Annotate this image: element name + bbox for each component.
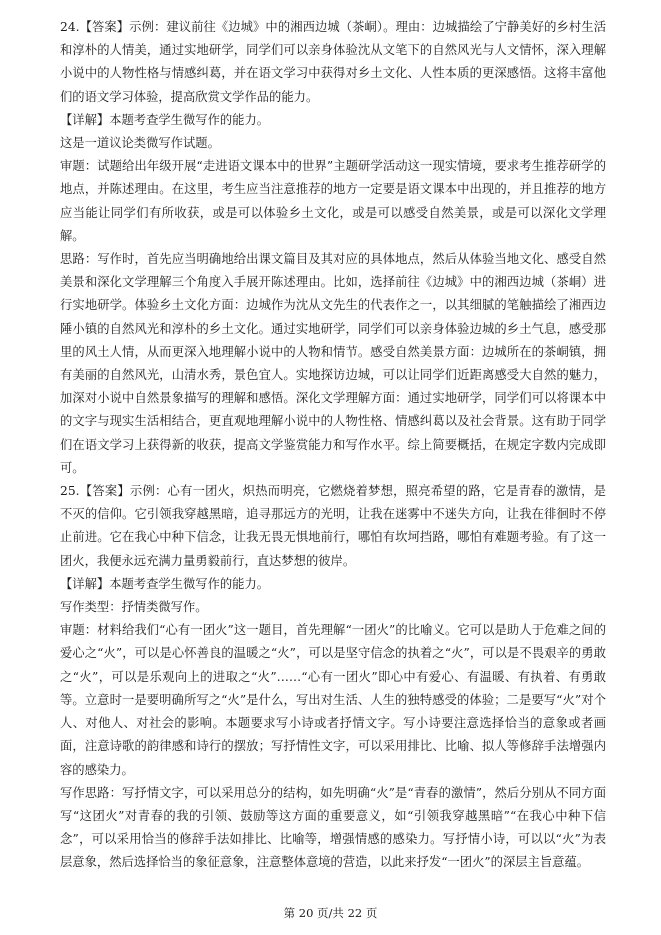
q24-answer: 24.【答案】示例：建议前往《边城》中的湘西边城（茶峒）。理由：边城描绘了宁静美好的乡村生活和淳朴的人情美，通过实地研学，同学们可以亲身体验沈从文笔下的自然风光与人文情怀，深入理解小说中的人物性格与情感纠葛，并在语文学习中获得对乡土文化、人性本质的更深感悟。这将丰富他们的语文学习体验，提高欣赏文学作品的能力。 [60, 20, 606, 104]
q24-approach: 思路：写作时，首先应当明确地给出课文篇目及其对应的具体地点，然后从体验当地文化、感受自然美景和深化文学理解三个角度入手展开陈述理由。比如，选择前往《边城》中的湘西边城（茶峒）进行实地研学。体验乡土文化方面：边城作为沈从文先生的代表作之一，以其细腻的笔触描绘了湘西边陲小镇的自然风光和淳朴的乡土文化。通过实地研学，同学们可以亲身体验边城的乡土气息，感受那里的风土人情，从而更深入地理解小说中的人物和情节。感受自然美景方面：边城所在的茶峒镇，拥有美丽的自然风光，山清水秀，景色宜人。实地探访边城，可以让同学们近距离感受大自然的魅力，加深对小说中自然景象描写的理解和感悟。深化文学理解方面：通过实地研学，同学们可以将课本中的文字与现实生活相结合，更直观地理解小说中的人物性格、情感纠葛以及社会背景。这有助于同学们在语文学习上获得新的收获，提高文学鉴赏能力和写作水平。综上简要概括，在规定字数内完成即可。 [60, 252, 606, 475]
q25-detail-heading: 【详解】本题考查学生微写作的能力。 [60, 576, 270, 591]
q25-analysis: 审题：材料给我们“心有一团火”这一题目，首先理解“一团火”的比喻义。它可以是助人于危难之间的爱心之“火”，可以是心怀善良的温暖之“火”，可以是坚守信念的执着之“火”，可以是不畏艰辛的勇敢之“火”，可以是乐观向上的进取之“火”……“心有一团火”即心中有爱心、有温暖、有执着、有勇敢等。立意时一是要明确所写之“火”是什么，写出对生活、人生的独特感受的体验；二是要写“火”对个人、对他人、对社会的影响。本题要求写小诗或者抒情文字。写小诗要注意选择恰当的意象或者画面，注意诗歌的韵律感和诗行的摆放；写抒情性文字，可以采用排比、比喻、拟人等修辞手法增强内容的感染力。 [60, 623, 606, 777]
q24-analysis: 审题：试题给出年级开展“走进语文课本中的世界”主题研学活动这一现实情境，要求考生推荐研学的地点，并陈述理由。在这里，考生应当注意推荐的地方一定要是语文课本中出现的，并且推荐的地方应当能让同学们有所收获，或是可以体验乡土文化，或是可以感受自然美景，或是可以深化文学理解。 [60, 159, 606, 243]
q25-answer: 25.【答案】示例：心有一团火，炽热而明亮，它燃烧着梦想，照亮希望的路，它是青春的激情，是不灭的信仰。它引领我穿越黑暗，追寻那远方的光明，让我在迷雾中不迷失方向，让我在徘徊时不停止前进。它在我心中种下信念，让我无畏无惧地前行，哪怕有坎坷挡路，哪怕有难题考验。有了这一团火，我便永远充满力量勇毅前行，直达梦想的彼岸。 [60, 484, 606, 568]
q25-approach: 写作思路：写抒情文字，可以采用总分的结构，如先明确“火”是“青春的激情”，然后分别从不同方面写“这团火”对青春的我的引领、鼓励等这方面的重要意义，如“引领我穿越黑暗”“在我心中种下信念”，可以采用恰当的修辞手法如排比、比喻等，增强情感的感染力。写抒情小诗，可以以“火”为表层意象，然后选择恰当的象征意象，注意整体意境的营造，以此来抒发“一团火”的深层主旨意蕴。 [60, 785, 606, 870]
page-number: 第 20 页/共 22 页 [283, 906, 378, 920]
q24-detail-heading: 【详解】本题考查学生微写作的能力。 [60, 112, 270, 127]
q25-type: 写作类型：抒情类微写作。 [60, 600, 208, 615]
q24-type: 这是一道议论类微写作试题。 [60, 136, 220, 151]
document-body [60, 16, 606, 875]
